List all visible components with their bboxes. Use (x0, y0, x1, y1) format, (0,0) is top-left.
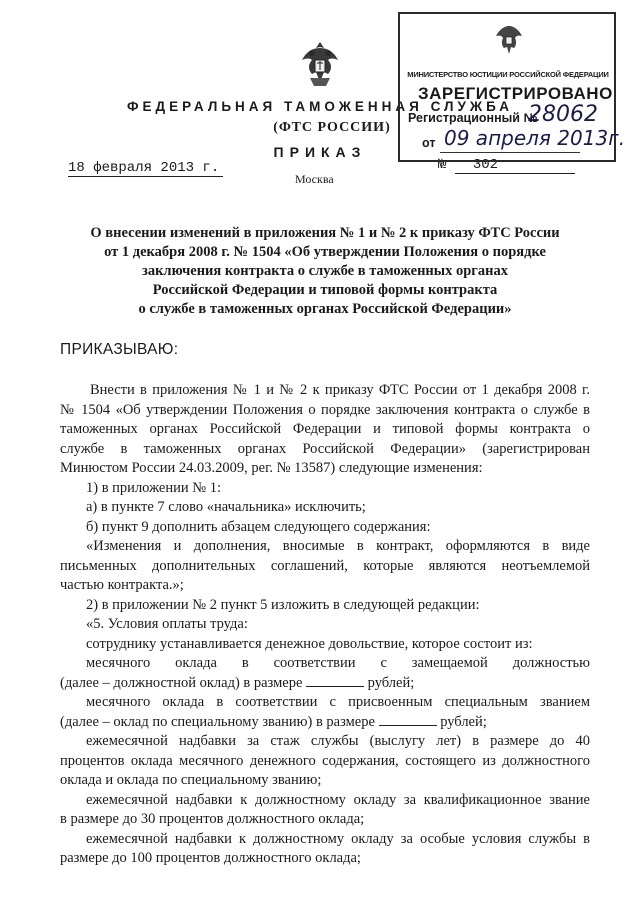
registration-stamp (398, 12, 626, 162)
list-item: сотруднику устанавливается денежное довольствие, которое состоит из: (86, 635, 533, 652)
stamp-registered: ЗАРЕГИСТРИРОВАНО (418, 84, 613, 103)
text-line: в размере до 30 процентов должностного оклада; (60, 811, 365, 827)
stamp-regnum-label: Регистрационный № (408, 111, 538, 125)
text-fragment: (далее – должностной оклад) в размере (60, 674, 303, 691)
paragraph-quote (60, 537, 590, 596)
text-line: письменных дополнительных соглашений, которые являются неотъемлемой (60, 557, 590, 574)
stamp-regdate-line (440, 152, 580, 153)
text-line: ежемесячной надбавки за стаж службы (выслугу лет) в размере до 40 (86, 733, 590, 749)
order-date: 18 февраля 2013 г. (68, 160, 223, 177)
text-line (60, 674, 590, 694)
text-line: Внести в приложения № 1 и № 2 к приказу ФТС России от 1 декабря 2008 г. (90, 382, 590, 398)
text-line: месячного оклада в соответствии с замещаемой должностью (86, 655, 590, 671)
stamp-regnum-value: 28062 (528, 102, 598, 127)
text-line: «Изменения и дополнения, вносимые в контракт, оформляются в виде (86, 538, 590, 554)
order-place: Москва (295, 172, 334, 186)
paragraph-main (60, 381, 590, 479)
text-fragment: рублей; (440, 713, 487, 730)
order-title: ПРИКАЗ (273, 144, 367, 160)
blank-field (306, 674, 364, 687)
blank-field (379, 713, 437, 726)
paragraph-salary-b (60, 693, 590, 732)
document-title (60, 224, 590, 319)
text-line: таможенных органах Российской Федерации и типовой формы контракта о (60, 421, 590, 437)
order-word: ПРИКАЗЫВАЮ: (60, 341, 179, 358)
text-line: процентов оклада месячного денежного содержания, состоящего из должностного (60, 752, 590, 769)
organization-short-name: (ФТС РОССИИ) (273, 120, 391, 135)
stamp-regdate-value: 09 апреля 2013г. (444, 126, 626, 150)
list-item: 1) в приложении № 1: (86, 479, 221, 496)
stamp-emblem-icon (494, 24, 524, 58)
stamp-ministry: МИНИСТЕРСТВО ЮСТИЦИИ РОССИЙСКОЙ ФЕДЕРАЦИИ (407, 70, 609, 79)
coat-of-arms-icon (296, 38, 344, 90)
list-item: 2) в приложении № 2 пункт 5 изложить в следующей редакции: (86, 596, 480, 613)
text-line: № 1504 «Об утверждении Положения о порядке заключения контракта о службе в (60, 401, 590, 418)
title-line: Российской Федерации и типовой формы контракта (152, 282, 498, 298)
stamp-regdate-label: от (422, 136, 436, 150)
organization-name: ФЕДЕРАЛЬНАЯ ТАМОЖЕННАЯ СЛУЖБА (126, 99, 514, 114)
text-line: ежемесячной надбавки к должностному окладу за особые условия службы в (86, 830, 590, 847)
text-line: частью контракта.»; (60, 577, 184, 593)
text-line: размере до 100 процентов должностного оклада; (60, 850, 361, 866)
list-item: «5. Условия оплаты труда: (86, 616, 248, 632)
paragraph-bonus-c (60, 830, 590, 869)
text-line: ежемесячной надбавки к должностному окладу за квалификационное звание (86, 791, 590, 808)
title-line: о службе в таможенных органах Российской Федерации» (138, 301, 512, 317)
title-line: заключения контракта о службе в таможенных органах (142, 263, 508, 279)
text-line: Минюстом России 24.03.2009, рег. № 13587) следующие изменения: (60, 460, 483, 476)
text-fragment: рублей; (367, 674, 415, 691)
paragraph-bonus-a (60, 732, 590, 791)
paragraph-bonus-b (60, 791, 590, 830)
order-number-label: № (438, 157, 447, 173)
paragraph-salary-a (60, 654, 590, 693)
title-line: от 1 декабря 2008 г. № 1504 «Об утверждении Положения о порядке (104, 244, 546, 260)
text-line: месячного оклада в соответствии с присвоенным специальным званием (86, 694, 590, 710)
document-body (60, 381, 590, 869)
text-fragment: (далее – оклад по специальному званию) в размере (60, 713, 375, 730)
list-item: а) в пункте 7 слово «начальника» исключить; (86, 499, 366, 515)
title-line: О внесении изменений в приложения № 1 и № 2 к приказу ФТС России (90, 225, 560, 241)
text-line (60, 713, 590, 733)
order-number-value: 302 (455, 157, 575, 174)
text-line: службе в таможенных органах Российской Федерации» (зарегистрирован (60, 440, 590, 457)
text-line: оклада и оклада по специальному званию; (60, 772, 322, 788)
list-item: б) пункт 9 дополнить абзацем следующего содержания: (86, 518, 431, 535)
